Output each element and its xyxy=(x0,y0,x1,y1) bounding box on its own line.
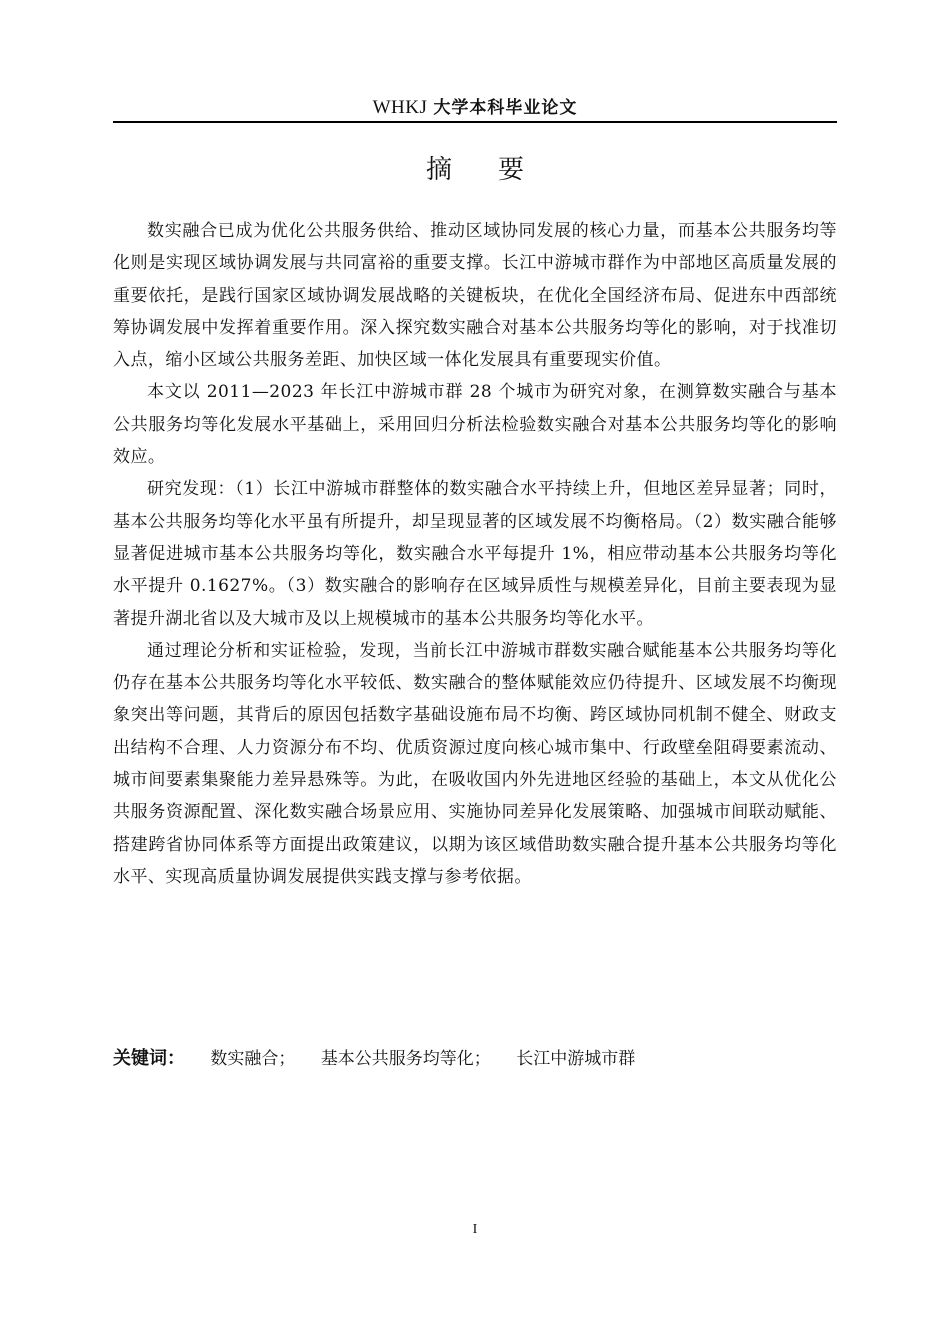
running-header xyxy=(113,92,837,122)
abstract-paragraph: 通过理论分析和实证检验，发现，当前长江中游城市群数实融合赋能基本公共服务均等化仍存在基本公共服务均等化水平较低、数实融合的整体赋能效应仍待提升、区域发展不均衡现象突出等问题，其背后的原因包括数字基础设施布局不均衡、跨区域协同机制不健全、财政支出结构不合理、人力资源分布不均、优质资源过度向核心城市集中、行政壁垒阻碍要素流动、城市间要素集聚能力差异悬殊等。为此，在吸收国内外先进地区经验的基础上，本文从优化公共服务资源配置、深化数实融合场景应用、实施协同差异化发展策略、加强城市间联动赋能、搭建跨省协同体系等方面提出政策建议，以期为该区域借助数实融合提升基本公共服务均等化水平、实现高质量协调发展提供实践支撑与参考依据。 xyxy=(113,640,837,887)
keyword-item: 基本公共服务均等化； xyxy=(320,1049,491,1069)
header-code: WHKJ xyxy=(372,97,428,118)
page-number: I xyxy=(472,1222,478,1237)
header-divider xyxy=(113,121,837,123)
keyword-item: 数实融合； xyxy=(210,1049,296,1069)
abstract-body xyxy=(113,215,837,893)
keywords-line xyxy=(113,1043,837,1075)
keywords-label: 关键词： xyxy=(113,1048,185,1069)
keyword-item: 长江中游城市群 xyxy=(516,1049,636,1069)
abstract-paragraph: 本文以 2011—2023 年长江中游城市群 28 个城市为研究对象，在测算数实融合与基本公共服务均等化发展水平基础上，采用回归分析法检验数实融合对基本公共服务均等化的影响效应。 xyxy=(113,382,837,468)
abstract-paragraph: 研究发现：（1）长江中游城市群整体的数实融合水平持续上升，但地区差异显著；同时，基本公共服务均等化水平虽有所提升，却呈现显著的区域发展不均衡格局。（2）数实融合能够显著促进城市基本公共服务均等化，数实融合水平每提升 1%，相应带动基本公共服务均等化水平提升 0.1627%。（3）数实融合的影响存在区域异质性与规模差异化，目前主要表现为显著提升湖北省以及大城市及以上规模城市的基本公共服务均等化水平。 xyxy=(113,479,837,629)
abstract-paragraph: 数实融合已成为优化公共服务供给、推动区域协同发展的核心力量，而基本公共服务均等化则是实现区域协调发展与共同富裕的重要支撑。长江中游城市群作为中部地区高质量发展的重要依托，是践行国家区域协调发展战略的关键板块，在优化全国经济布局、促进东中西部统筹协调发展中发挥着重要作用。深入探究数实融合对基本公共服务均等化的影响，对于找准切入点，缩小区域公共服务差距、加快区域一体化发展具有重要现实价值。 xyxy=(113,221,837,371)
page-title: 摘要 xyxy=(425,155,570,185)
header-university-thesis: 大学本科毕业论文 xyxy=(433,98,578,118)
